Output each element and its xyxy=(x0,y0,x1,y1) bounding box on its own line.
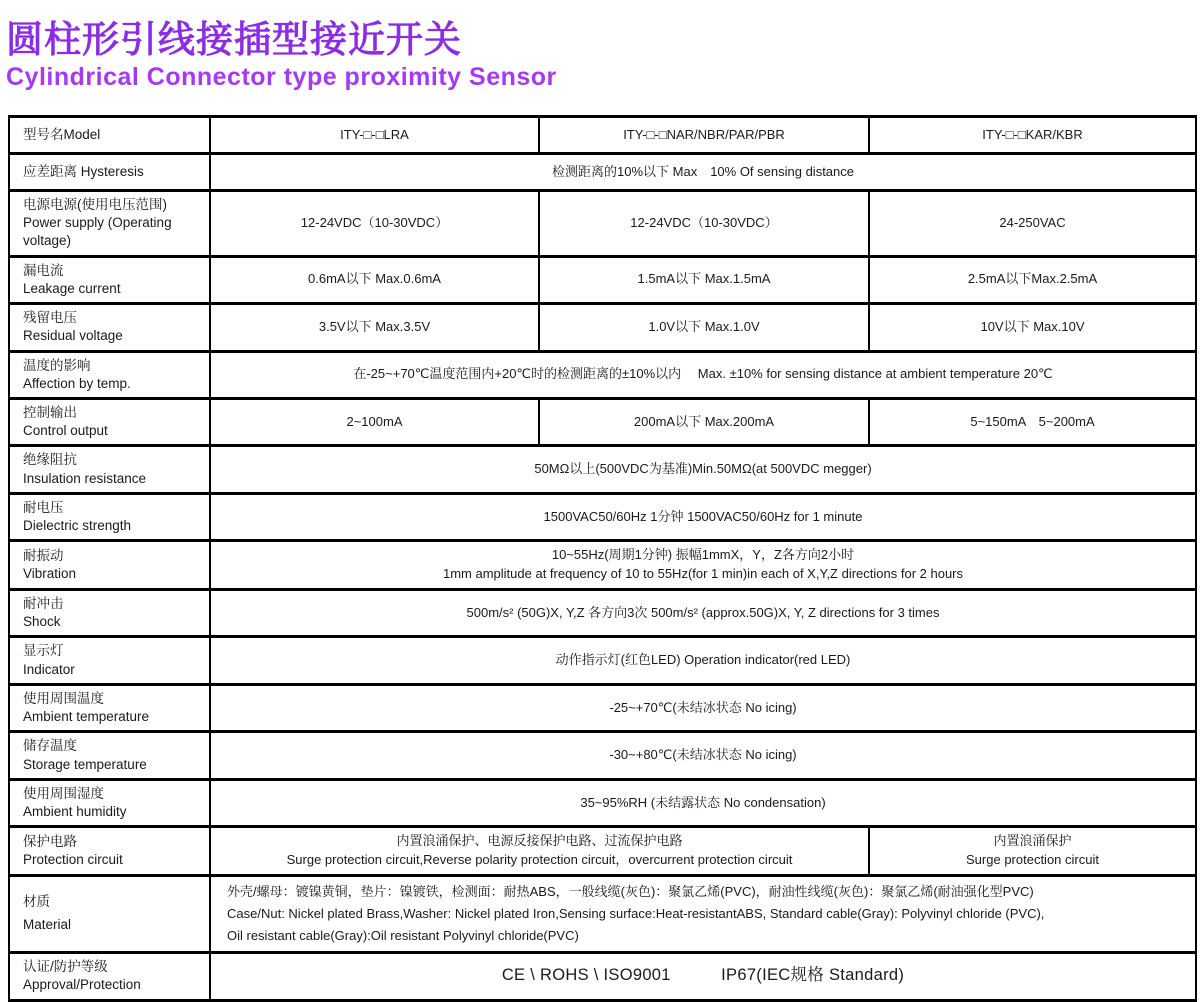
row-label xyxy=(9,827,210,876)
row-label-line: Control output xyxy=(23,423,108,439)
row-label-line: Affection by temp. xyxy=(23,375,131,391)
row-label xyxy=(9,637,210,684)
row-label-line: 耐电压 xyxy=(23,499,64,515)
spec-value-line: ITY-□-□LRA xyxy=(340,126,409,142)
spec-value-cell xyxy=(210,191,539,257)
row-label xyxy=(9,304,210,351)
spec-value-line: -30~+80℃(未结冰状态 No icing) xyxy=(609,747,797,763)
row-label xyxy=(9,117,210,154)
spec-value-cell xyxy=(210,351,1196,398)
spec-value-cell xyxy=(210,637,1196,684)
spec-value-cell xyxy=(210,732,1196,779)
row-label-line: 电源电源(使用电压范围) xyxy=(23,197,167,212)
spec-value-line: 10V以下 Max.10V xyxy=(980,318,1085,334)
row-label-line: 材质 xyxy=(23,894,50,910)
spec-value-cell xyxy=(210,589,1196,636)
spec-value-line: ITY-□-□KAR/KBR xyxy=(982,126,1083,142)
spec-value-cell xyxy=(210,446,1196,493)
spec-table xyxy=(8,115,1197,1002)
row-label-line: 显示灯 xyxy=(23,643,64,659)
row-label xyxy=(9,589,210,636)
spec-value-line: 在-25~+70℃温度范围内+20℃时的检测距离的±10%以内 Max. ±10% for sensing distance at ambient temperature 20℃ xyxy=(353,366,1053,382)
spec-value-line: 1mm amplitude at frequency of 10 to 55Hz(for 1 min)in each of X,Y,Z directions for 2 hours xyxy=(442,566,963,582)
spec-value-cell xyxy=(210,684,1196,731)
table-row xyxy=(9,351,1196,398)
spec-value-cell xyxy=(210,304,539,351)
spec-value-cell xyxy=(869,256,1196,303)
spec-value-cell xyxy=(869,304,1196,351)
table-row xyxy=(9,117,1196,154)
row-label-line: Dielectric strength xyxy=(23,518,132,534)
spec-value-cell xyxy=(210,875,1196,952)
spec-value-line: CE \ ROHS \ ISO9001 IP67(IEC规格 Standard) xyxy=(501,966,905,985)
spec-value-cell xyxy=(210,953,1196,1000)
spec-value-cell xyxy=(210,256,539,303)
spec-value-line: 2.5mA以下Max.2.5mA xyxy=(967,271,1098,287)
spec-value-line: -25~+70℃(未结冰状态 No icing) xyxy=(609,699,797,715)
spec-value-line: 500m/s² (50G)X, Y,Z 各方向3次 500m/s² (approx.50G)X, Y, Z directions for 3 times xyxy=(466,604,940,620)
row-label-line: 控制输出 xyxy=(23,404,77,420)
spec-value-line: 2~100mA xyxy=(346,413,403,429)
row-label-line: 漏电流 xyxy=(23,262,64,278)
row-label-line: Ambient temperature xyxy=(23,709,150,725)
row-label xyxy=(9,732,210,779)
row-label-line: 耐冲击 xyxy=(23,595,64,611)
table-row xyxy=(9,684,1196,731)
row-label xyxy=(9,398,210,445)
row-label-line: Power supply (Operating voltage) xyxy=(23,215,172,249)
spec-value-line: 检测距离的10%以下 Max 10% Of sensing distance xyxy=(552,163,854,179)
spec-value-line: 1500VAC50/60Hz 1分钟 1500VAC50/60Hz for 1 minute xyxy=(543,508,863,524)
spec-value-line: Case/Nut: Nickel plated Brass,Washer: Nickel plated Iron,Sensing surface:Heat-resistantABS, Standard cable(Gray): Polyvinyl chloride (PVC), xyxy=(227,905,1045,921)
row-label-line: 使用周围湿度 xyxy=(23,785,104,801)
spec-value-cell xyxy=(210,493,1196,540)
spec-value-line: 5~150mA 5~200mA xyxy=(970,413,1095,429)
spec-value-line: 35~95%RH (未结露状态 No condensation) xyxy=(580,794,826,810)
spec-value-cell xyxy=(210,398,539,445)
spec-value-cell xyxy=(869,191,1196,257)
row-label-line: 型号名Model xyxy=(23,126,101,142)
row-label xyxy=(9,446,210,493)
spec-table-body xyxy=(9,117,1196,1001)
spec-value-line: 内置浪涌保护 xyxy=(993,833,1072,849)
spec-value-cell xyxy=(210,827,869,876)
spec-value-cell xyxy=(869,827,1196,876)
row-label-line: Ambient humidity xyxy=(23,803,127,819)
row-label-line: Leakage current xyxy=(23,280,121,296)
table-row xyxy=(9,541,1196,590)
table-row xyxy=(9,493,1196,540)
spec-value-cell xyxy=(210,117,539,154)
spec-value-cell xyxy=(210,779,1196,826)
row-label-line: Indicator xyxy=(23,661,75,677)
spec-value-line: Surge protection circuit xyxy=(966,852,1099,867)
row-label-line: 绝缘阻抗 xyxy=(23,452,77,468)
table-row xyxy=(9,953,1196,1000)
row-label-line: Storage temperature xyxy=(23,756,147,772)
spec-value-line: 200mA以下 Max.200mA xyxy=(633,413,775,429)
spec-value-line: 3.5V以下 Max.3.5V xyxy=(318,318,431,334)
page-title-english: Cylindrical Connector type proximity Sensor xyxy=(6,62,557,91)
spec-value-line: 10~55Hz(周期1分钟) 振幅1mmX，Y，Z各方向2小时 xyxy=(551,547,855,563)
spec-value-cell xyxy=(210,154,1196,191)
table-row xyxy=(9,304,1196,351)
row-label-line: 残留电压 xyxy=(23,310,77,326)
spec-value-cell xyxy=(539,256,869,303)
spec-value-line: 50MΩ以上(500VDC为基准)Min.50MΩ(at 500VDC megger) xyxy=(534,461,872,477)
row-label-line: Approval/Protection xyxy=(23,977,141,993)
spec-value-line: Surge protection circuit,Reverse polarity protection circuit，overcurrent protection circuit xyxy=(286,852,793,867)
row-label-line: 认证/防护等级 xyxy=(23,959,108,975)
spec-value-line: 0.6mA以下 Max.0.6mA xyxy=(308,271,441,287)
table-row xyxy=(9,637,1196,684)
row-label-line: 保护电路 xyxy=(23,833,77,849)
row-label-line: 温度的影响 xyxy=(23,357,91,373)
spec-value-line: ITY-□-□NAR/NBR/PAR/PBR xyxy=(623,126,785,142)
spec-value-cell xyxy=(210,541,1196,590)
spec-value-line: 1.0V以下 Max.1.0V xyxy=(648,318,760,334)
spec-value-cell xyxy=(539,117,869,154)
spec-value-cell xyxy=(869,398,1196,445)
row-label-line: 使用周围温度 xyxy=(23,690,104,706)
row-label-line: Shock xyxy=(23,614,61,630)
spec-value-line: 24-250VAC xyxy=(999,214,1066,230)
row-label-line: Residual voltage xyxy=(23,328,123,344)
spec-value-cell xyxy=(539,398,869,445)
spec-value-line: 动作指示灯(红色LED) Operation indicator(red LED) xyxy=(555,652,851,668)
row-label-line: Vibration xyxy=(23,566,77,582)
spec-value-line: 内置浪涌保护、电源反接保护电路、过流保护电路 xyxy=(396,833,683,849)
table-row xyxy=(9,875,1196,952)
spec-value-line: 12-24VDC（10-30VDC） xyxy=(300,214,449,230)
row-label xyxy=(9,953,210,1000)
table-row xyxy=(9,827,1196,876)
row-label xyxy=(9,154,210,191)
spec-value-line: 外壳/螺母：镀镍黄铜，垫片：镍镀铁，检测面：耐热ABS，一般线缆(灰色)：聚氯乙烯(PVC)，耐油性线缆(灰色)：聚氯乙烯(耐油强化型PVC) xyxy=(227,883,1034,899)
row-label-line: 应差距离 Hysteresis xyxy=(23,163,144,179)
row-label-line: Protection circuit xyxy=(23,852,123,867)
spec-value-line: 12-24VDC（10-30VDC） xyxy=(630,214,778,230)
row-label xyxy=(9,684,210,731)
spec-value-cell xyxy=(539,304,869,351)
table-row xyxy=(9,589,1196,636)
spec-value-cell xyxy=(539,191,869,257)
row-label xyxy=(9,875,210,952)
row-label xyxy=(9,191,210,257)
table-row xyxy=(9,446,1196,493)
table-row xyxy=(9,398,1196,445)
row-label xyxy=(9,351,210,398)
row-label xyxy=(9,256,210,303)
page-header xyxy=(6,20,557,92)
spec-value-line: 1.5mA以下 Max.1.5mA xyxy=(637,271,771,287)
row-label-line: 耐振动 xyxy=(23,547,64,563)
table-row xyxy=(9,256,1196,303)
row-label-line: 储存温度 xyxy=(23,738,77,754)
table-row xyxy=(9,154,1196,191)
table-row xyxy=(9,779,1196,826)
row-label xyxy=(9,779,210,826)
row-label-line: Insulation resistance xyxy=(23,470,147,486)
table-row xyxy=(9,191,1196,257)
page-title-chinese: 圆柱形引线接插型接近开关 xyxy=(6,19,462,60)
spec-value-line: Oil resistant cable(Gray):Oil resistant Polyvinyl chloride(PVC) xyxy=(227,928,579,944)
spec-value-cell xyxy=(869,117,1196,154)
table-row xyxy=(9,732,1196,779)
row-label xyxy=(9,493,210,540)
row-label xyxy=(9,541,210,590)
row-label-line: Material xyxy=(23,916,72,932)
